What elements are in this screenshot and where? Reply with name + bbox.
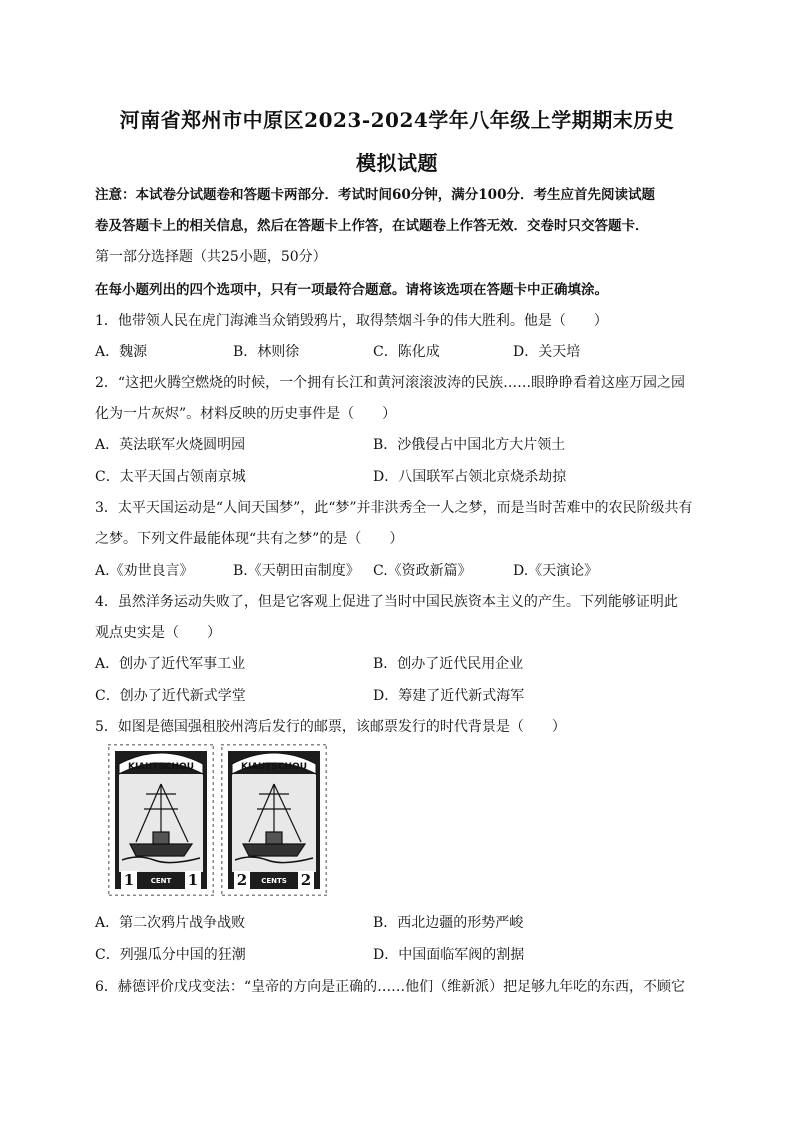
q3-option-b: B.《天朝田亩制度》 — [233, 563, 360, 579]
q5-option-a: A．第二次鸦片战争战败 — [95, 915, 246, 931]
q1-option-a: A．魏源 — [95, 344, 148, 360]
notice-line1: 注意：本试卷分试题卷和答题卡两部分．考试时间60分钟，满分100分．考生应首先阅读试题 — [95, 187, 655, 203]
stamp-2-numeral-left: 2 — [236, 871, 248, 889]
part1-heading: 第一部分选择题（共25小题，50分） — [95, 249, 327, 265]
exam-title-line1: 河南省郑州市中原区2023-2024学年八年级上学期期末历史 — [119, 108, 675, 132]
stamp-2-banner: KIAUTSCHOU — [240, 762, 308, 772]
q4-option-a: A．创办了近代军事工业 — [95, 656, 246, 672]
q1-stem: 1．他带领人民在虎门海滩当众销毁鸦片，取得禁烟斗争的伟大胜利。他是（ ） — [95, 313, 608, 329]
q4-option-c: C．创办了近代新式学堂 — [95, 688, 246, 704]
stamp-1-banner: KIAUTSCHOU — [127, 762, 195, 772]
q5-option-b: B．西北边疆的形势严峻 — [373, 915, 524, 931]
q1-option-c: C．陈化成 — [373, 344, 440, 360]
q5-stem: 5．如图是德国强租胶州湾后发行的邮票，该邮票发行的时代背景是（ ） — [95, 719, 566, 735]
q6-stem-line1: 6．赫德评价戊戌变法：“皇帝的方向是正确的……他们（维新派）把足够九年吃的东西，不顾它 — [95, 979, 686, 995]
q4-stem-line1: 4．虽然洋务运动失败了，但是它客观上促进了当时中国民族资本主义的产生。下列能够证明此 — [95, 594, 678, 610]
stamp-2-cents — [221, 744, 327, 896]
stamp-1-numeral-right: 1 — [187, 871, 199, 889]
exam-title-line2: 模拟试题 — [356, 151, 438, 175]
q2-option-d: D．八国联军占领北京烧杀劫掠 — [373, 469, 567, 485]
stamp-1-unit: CENT — [150, 877, 172, 885]
stamp-1-cent — [108, 744, 214, 896]
q3-option-a: A.《劝世良言》 — [95, 563, 194, 579]
stamp-2-unit: CENTS — [261, 877, 287, 885]
q2-option-b: B．沙俄侵占中国北方大片领土 — [373, 437, 566, 453]
q5-option-c: C．列强瓜分中国的狂潮 — [95, 947, 246, 963]
q3-stem-line1: 3．太平天国运动是“人间天国梦”，此“梦”并非洪秀全一人之梦，而是当时苦难中的农民阶级共有 — [95, 500, 693, 516]
q2-stem-line2: 化为一片灰烬”。材料反映的历史事件是（ ） — [95, 406, 397, 422]
stamp-2-numeral-right: 2 — [300, 871, 312, 889]
instruction-line: 在每小题列出的四个选项中，只有一项最符合题意。请将该选项在答题卡中正确填涂。 — [95, 282, 608, 298]
q2-option-a: A．英法联军火烧圆明园 — [95, 437, 246, 453]
q4-option-d: D．筹建了近代新式海军 — [373, 688, 525, 704]
q3-option-d: D.《天演论》 — [513, 563, 599, 579]
q1-option-d: D．关天培 — [513, 344, 581, 360]
q3-option-c: C.《资政新篇》 — [373, 563, 472, 579]
stamp-1-numeral-left: 1 — [123, 871, 135, 889]
q4-option-b: B．创办了近代民用企业 — [373, 656, 524, 672]
q1-option-b: B．林则徐 — [233, 344, 300, 360]
q4-stem-line2: 观点史实是（ ） — [95, 625, 221, 641]
q3-stem-line2: 之梦。下列文件最能体现“共有之梦”的是（ ） — [95, 531, 404, 547]
notice-line2: 卷及答题卡上的相关信息，然后在答题卡上作答，在试题卷上作答无效．交卷时只交答题卡． — [95, 218, 649, 234]
q2-stem-line1: 2．“这把火腾空燃烧的时候，一个拥有长江和黄河滚滚波涛的民族……眼睁睁看着这座万园之园 — [95, 375, 686, 391]
q2-option-c: C．太平天国占领南京城 — [95, 469, 246, 485]
q5-option-d: D．中国面临军阀的割据 — [373, 947, 525, 963]
